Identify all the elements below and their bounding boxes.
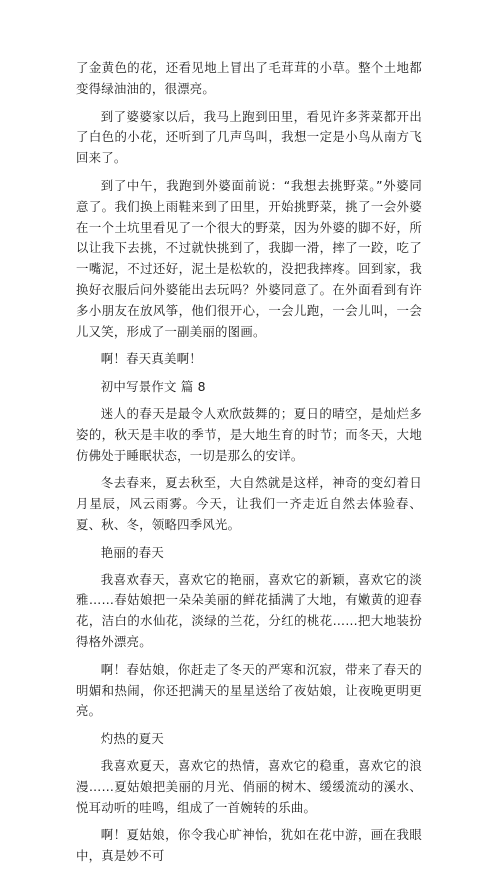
paragraph: 啊！春姑娘，你赶走了冬天的严寒和沉寂，带来了春天的明媚和热闹，你还把满天的星星送给了夜姑娘，让夜晚更明更亮。 xyxy=(76,661,422,719)
paragraph: 冬去春来，夏去秋至，大自然就是这样，神奇的变幻着日月星辰，风云雨雾。今天，让我们一齐走近自然去体验春、夏、秋、冬，领略四季风光。 xyxy=(76,475,422,532)
subsection-title: 灼热的夏天 xyxy=(100,731,164,747)
paragraph: 我喜欢夏天，喜欢它的热情，喜欢它的稳重，喜欢它的浪漫……夏姑娘把美丽的月光、俏丽的树木、缓缓流动的溪水、悦耳动听的哇鸣，组成了一首婉转的乐曲。 xyxy=(76,757,422,815)
paragraph: 到了婆婆家以后，我马上跑到田里，看见许多荠菜都开出了白色的小花，还听到了几声鸟叫，我想一定是小鸟从南方飞回来了。 xyxy=(76,108,422,166)
paragraph: 迷人的春天是最令人欢欣鼓舞的；夏日的晴空，是灿烂多姿的，秋天是丰收的季节，是大地生育的时节；而冬天，大地仿佛处于睡眠状态，一切是那么的安详。 xyxy=(76,405,422,463)
paragraph: 啊！夏姑娘，你令我心旷神怡，犹如在花中游，画在我眼中，真是妙不可 xyxy=(76,827,422,864)
section-title: 初中写景作文 篇 8 xyxy=(100,379,206,395)
subsection-title: 艳丽的春天 xyxy=(100,544,164,560)
paragraph: 我喜欢春天，喜欢它的艳丽，喜欢它的新颖，喜欢它的淡雅……春姑娘把一朵朵美丽的鲜花插满了大地，有嫩黄的迎春花，洁白的水仙花，淡绿的兰花，分红的桃花……把大地装扮得格外漂亮。 xyxy=(76,571,422,649)
document-body xyxy=(76,58,422,874)
paragraph: 啊！春天真美啊！ xyxy=(100,351,202,367)
paragraph-continued: 了金黄色的花，还看见地上冒出了毛茸茸的小草。整个土地都变得绿油油的，很漂亮。 xyxy=(76,60,422,96)
paragraph: 到了中午，我跑到外婆面前说：“我想去挑野菜。”外婆同意了。我们换上雨鞋来到了田里，开始挑野菜，挑了一会外婆在一个土坑里看见了一个很大的野菜，因为外婆的脚不好，所以让我下去挑，不过就快挑到了，我脚一滑，摔了一跤，吃了一嘴泥，不过还好，泥土是松软的，没把我摔疼。回到家，我换好衣服后问外婆能出去玩吗？外婆同意了。在外面看到有许多小朋友在放风筝，他们很开心，一会儿跑，一会儿叫，一会儿又笑，形成了一副美丽的图画。 xyxy=(76,177,422,339)
